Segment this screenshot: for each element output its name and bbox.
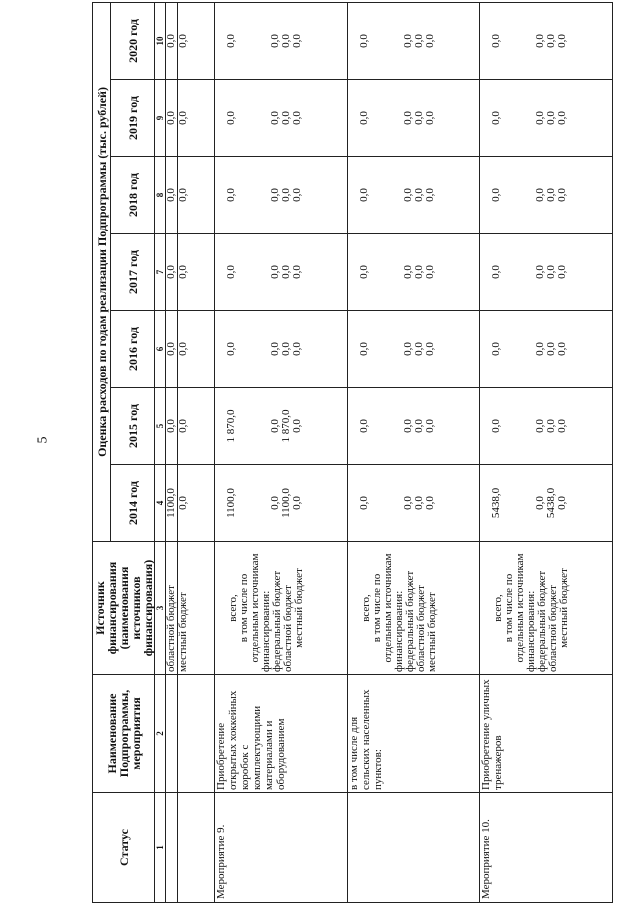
value-stack — [347, 311, 480, 388]
header-year-2019: 2019 год — [111, 80, 155, 157]
table-row — [166, 2, 178, 902]
value-regional: 0,0 — [279, 342, 292, 356]
value-total: 0,0 — [224, 188, 237, 202]
value-regional: 0,0 — [412, 188, 425, 202]
value-federal: 0,0 — [534, 111, 547, 125]
including-line: отдельным источникам — [514, 553, 527, 663]
value-total: 0,0 — [357, 342, 370, 356]
total-label: всего, — [492, 594, 505, 622]
value-total: 0,0 — [357, 188, 370, 202]
value-federal: 0,0 — [268, 188, 281, 202]
financing-table — [92, 2, 613, 903]
col-number: 1 — [155, 793, 166, 903]
value-regional: 0,0 — [412, 111, 425, 125]
page-number: 5 — [35, 436, 51, 444]
value-stack — [347, 388, 480, 465]
source-regional: областной бюджет — [281, 585, 294, 672]
value-local: 0,0 — [556, 496, 569, 510]
value-stack — [347, 2, 480, 79]
header-year-2018: 2018 год — [111, 157, 155, 234]
measure-name-cell: Приобретение уличных тренажеров — [480, 675, 613, 793]
status-cell: Мероприятие 9. — [214, 793, 347, 903]
col-number: 8 — [155, 157, 166, 234]
including-line: отдельным источникам — [381, 553, 394, 663]
header-year-2015: 2015 год — [111, 388, 155, 465]
value-federal: 0,0 — [268, 265, 281, 279]
value-stack — [480, 157, 613, 234]
value-regional: 0,0 — [545, 34, 558, 48]
value-stack — [480, 388, 613, 465]
col-number: 7 — [155, 234, 166, 311]
value-federal: 0,0 — [401, 34, 414, 48]
value-stack — [214, 465, 347, 542]
value-federal: 0,0 — [534, 496, 547, 510]
value-regional: 0,0 — [279, 188, 292, 202]
col-number: 10 — [155, 2, 166, 79]
source-local: местный бюджет — [425, 592, 438, 672]
including-line: финансирования: — [392, 590, 405, 672]
status-cell: Мероприятие 10. — [480, 793, 613, 903]
value-stack — [347, 157, 480, 234]
value-regional: 0,0 — [279, 34, 292, 48]
value-local: 0,0 — [423, 265, 436, 279]
value-cell: 0,0 — [178, 2, 215, 79]
source-cell: областной бюджет — [166, 542, 178, 675]
value-federal: 0,0 — [401, 111, 414, 125]
value-cell: 0,0 — [166, 311, 178, 388]
value-federal: 0,0 — [268, 34, 281, 48]
including-line: финансирования: — [525, 590, 538, 672]
table-row — [214, 2, 347, 902]
value-federal: 0,0 — [401, 496, 414, 510]
value-local: 0,0 — [290, 111, 303, 125]
header-year-2014: 2014 год — [111, 465, 155, 542]
value-local: 0,0 — [423, 188, 436, 202]
source-federal: федеральный бюджет — [403, 570, 416, 672]
source-cell: местный бюджет — [178, 542, 215, 675]
value-federal: 0,0 — [534, 342, 547, 356]
value-total: 0,0 — [357, 34, 370, 48]
value-regional: 0,0 — [545, 419, 558, 433]
value-regional: 5438,0 — [545, 487, 558, 519]
value-local: 0,0 — [290, 342, 303, 356]
source-block — [480, 542, 613, 675]
value-local: 0,0 — [556, 111, 569, 125]
value-local: 0,0 — [556, 419, 569, 433]
value-regional: 1100,0 — [279, 488, 292, 518]
value-regional: 0,0 — [412, 496, 425, 510]
header-status: Статус — [93, 793, 155, 903]
including-line: в том числе по — [237, 573, 250, 643]
value-federal: 0,0 — [534, 419, 547, 433]
value-federal: 0,0 — [268, 342, 281, 356]
header-year-2020: 2020 год — [111, 2, 155, 79]
value-cell: 0,0 — [166, 157, 178, 234]
table-row — [480, 2, 613, 902]
value-total: 0,0 — [490, 265, 503, 279]
value-total: 0,0 — [490, 34, 503, 48]
header-year-2017: 2017 год — [111, 234, 155, 311]
including-line: финансирования: — [259, 590, 272, 672]
including-line: в том числе по — [503, 573, 516, 643]
value-local: 0,0 — [290, 419, 303, 433]
value-regional: 0,0 — [279, 111, 292, 125]
value-federal: 0,0 — [401, 419, 414, 433]
value-total: 0,0 — [490, 188, 503, 202]
value-local: 0,0 — [423, 496, 436, 510]
value-total: 0,0 — [224, 34, 237, 48]
value-stack — [214, 2, 347, 79]
rotated-page — [92, 3, 613, 903]
rural-subtitle-cell: в том числе для сельских населенных пунктов: — [347, 675, 480, 793]
value-total: 0,0 — [490, 342, 503, 356]
value-stack — [214, 311, 347, 388]
value-federal: 0,0 — [534, 34, 547, 48]
value-stack — [214, 80, 347, 157]
value-local: 0,0 — [290, 188, 303, 202]
value-cell: 0,0 — [166, 388, 178, 465]
value-stack — [347, 234, 480, 311]
header-name: Наименование Подпрограммы, мероприятия — [93, 675, 155, 793]
value-cell: 0,0 — [178, 80, 215, 157]
value-total: 0,0 — [224, 111, 237, 125]
source-block — [347, 542, 480, 675]
value-cell: 0,0 — [166, 2, 178, 79]
value-total: 0,0 — [357, 419, 370, 433]
value-federal: 0,0 — [401, 265, 414, 279]
value-local: 0,0 — [423, 419, 436, 433]
value-regional: 0,0 — [545, 188, 558, 202]
value-local: 0,0 — [556, 265, 569, 279]
value-federal: 0,0 — [534, 265, 547, 279]
value-total: 0,0 — [224, 342, 237, 356]
value-total: 0,0 — [357, 111, 370, 125]
value-cell: 0,0 — [178, 157, 215, 234]
value-federal: 0,0 — [401, 342, 414, 356]
value-federal: 0,0 — [268, 496, 281, 510]
value-total: 5438,0 — [490, 487, 503, 519]
value-regional: 0,0 — [412, 342, 425, 356]
col-number: 6 — [155, 311, 166, 388]
source-regional: областной бюджет — [414, 585, 427, 672]
table-row — [178, 2, 215, 902]
source-local: местный бюджет — [558, 568, 571, 648]
value-cell: 0,0 — [166, 80, 178, 157]
value-cell: 0,0 — [178, 388, 215, 465]
including-line: отдельным источникам — [248, 553, 261, 663]
value-total: 0,0 — [490, 419, 503, 433]
value-regional: 0,0 — [545, 342, 558, 356]
value-regional: 0,0 — [279, 265, 292, 279]
value-cell: 0,0 — [178, 234, 215, 311]
value-regional: 0,0 — [545, 111, 558, 125]
value-total: 0,0 — [224, 265, 237, 279]
value-local: 0,0 — [423, 111, 436, 125]
source-federal: федеральный бюджет — [536, 570, 549, 672]
col-number: 3 — [155, 542, 166, 675]
including-line: в том числе по — [370, 573, 383, 643]
value-total: 0,0 — [357, 496, 370, 510]
value-regional: 0,0 — [412, 265, 425, 279]
header-estimate: Оценка расходов по годам реализации Подпрограммы (тыс. рублей) — [93, 2, 111, 541]
value-stack — [214, 234, 347, 311]
value-total: 0,0 — [357, 265, 370, 279]
value-total: 1100,0 — [224, 488, 237, 518]
value-local: 0,0 — [556, 34, 569, 48]
value-stack — [480, 311, 613, 388]
value-stack — [347, 80, 480, 157]
value-cell: 0,0 — [178, 311, 215, 388]
header-source: Источник финансирования (наименования источников финансирования) — [93, 542, 155, 675]
value-regional: 1 870,0 — [279, 409, 292, 443]
value-federal: 0,0 — [401, 188, 414, 202]
col-number: 9 — [155, 80, 166, 157]
header-year-2016: 2016 год — [111, 311, 155, 388]
value-stack — [480, 80, 613, 157]
value-cell: 0,0 — [166, 234, 178, 311]
value-stack — [480, 234, 613, 311]
value-local: 0,0 — [423, 342, 436, 356]
col-number: 2 — [155, 675, 166, 793]
value-federal: 0,0 — [268, 419, 281, 433]
total-label: всего, — [226, 594, 239, 622]
measure-name-cell: Приобретение открытых хоккейных коробок с комплектующими материалами и оборудованием — [214, 675, 347, 793]
value-federal: 0,0 — [268, 111, 281, 125]
value-local: 0,0 — [290, 34, 303, 48]
value-regional: 0,0 — [545, 265, 558, 279]
value-cell: 1100,0 — [166, 465, 178, 542]
value-stack — [480, 2, 613, 79]
table-row — [347, 2, 480, 902]
value-stack — [214, 388, 347, 465]
value-cell: 0,0 — [178, 465, 215, 542]
value-total: 0,0 — [490, 111, 503, 125]
source-federal: федеральный бюджет — [270, 570, 283, 672]
total-label: всего, — [359, 594, 372, 622]
source-regional: областной бюджет — [547, 585, 560, 672]
value-local: 0,0 — [423, 34, 436, 48]
value-stack — [480, 465, 613, 542]
value-federal: 0,0 — [534, 188, 547, 202]
value-local: 0,0 — [290, 496, 303, 510]
value-stack — [214, 157, 347, 234]
value-local: 0,0 — [556, 188, 569, 202]
value-local: 0,0 — [556, 342, 569, 356]
col-number: 4 — [155, 465, 166, 542]
value-regional: 0,0 — [412, 419, 425, 433]
value-total: 1 870,0 — [224, 409, 237, 443]
source-local: местный бюджет — [292, 568, 305, 648]
value-regional: 0,0 — [412, 34, 425, 48]
value-local: 0,0 — [290, 265, 303, 279]
source-block — [214, 542, 347, 675]
value-stack — [347, 465, 480, 542]
col-number: 5 — [155, 388, 166, 465]
